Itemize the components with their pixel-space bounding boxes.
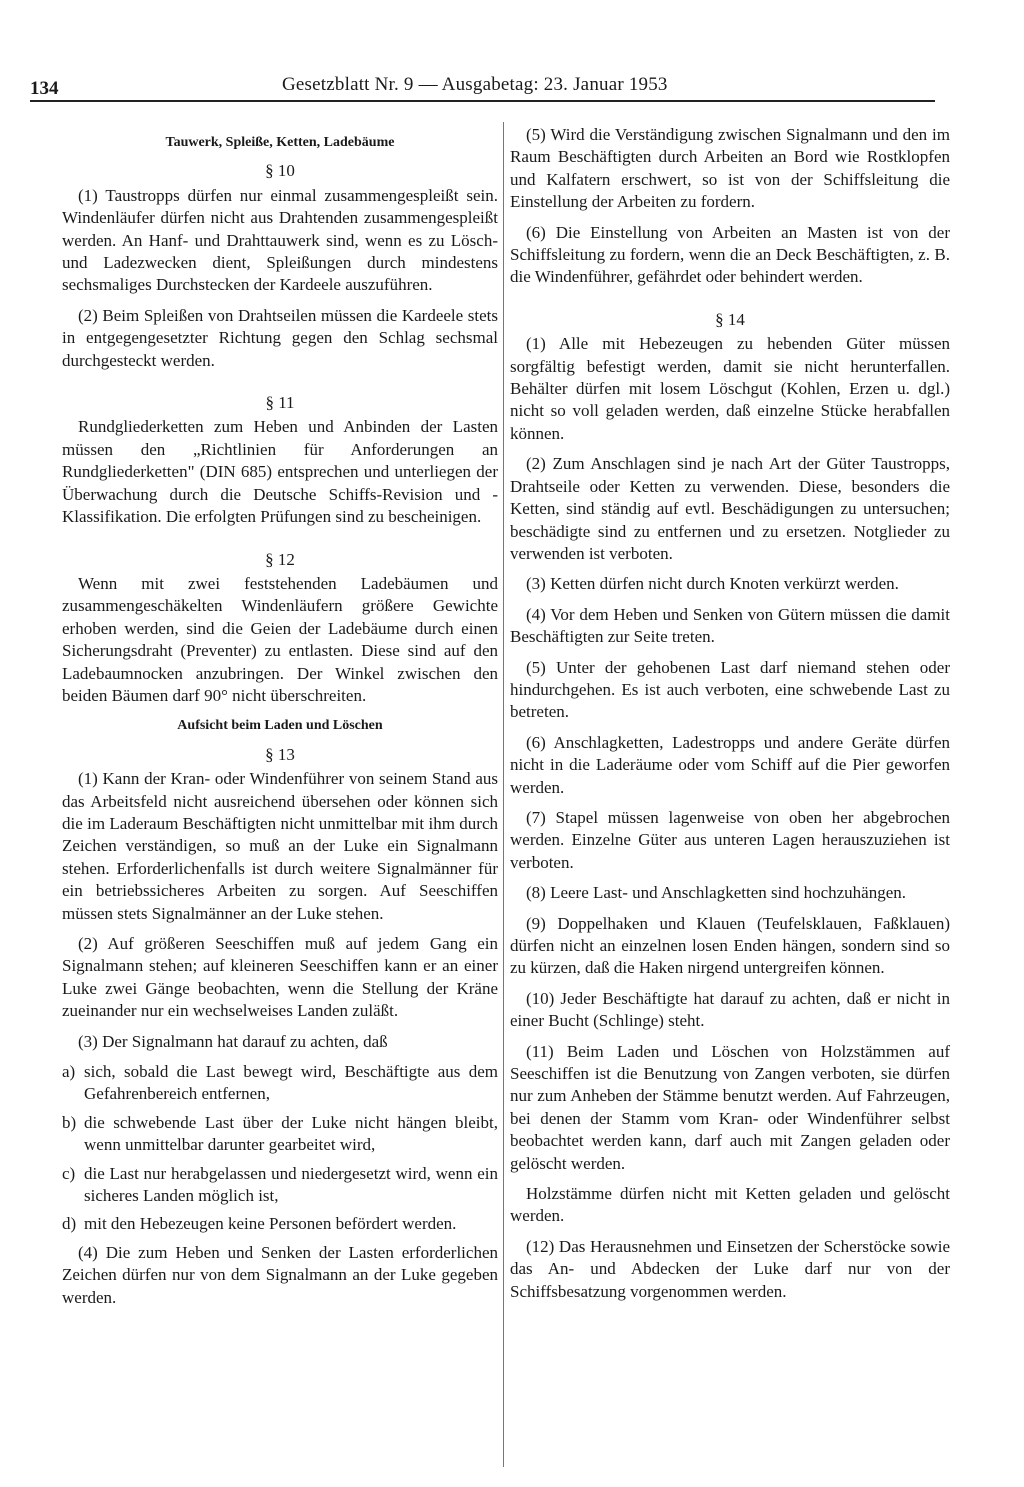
paragraph: Holzstämme dürfen nicht mit Ketten geladen und gelöscht werden.	[510, 1184, 950, 1226]
page-number: 134	[30, 78, 59, 99]
list-item-text: die schwebende Last über der Luke nicht hängen bleibt, wenn unmittelbar darunter gearbeitet wird,	[84, 1112, 498, 1155]
list-item	[62, 1163, 498, 1208]
paragraph: (1) Kann der Kran- oder Windenführer von seinem Stand aus das Arbeitsfeld nicht ausreichend übersehen oder können sich die im Laderaum Beschäftigten nicht unmittelbar mit ihm durch Zeichen verständigen, so muß an der Luke ein Signalmann stehen. Erforderlichenfalls ist durch weitere Signalmänner für ein betriebssicheres Arbeiten zu sorgen. Auf Seeschiffen müssen stets Signalmänner an der Luke stehen.	[62, 769, 498, 923]
paragraph: (10) Jeder Beschäftigte hat darauf zu achten, daß er nicht in einer Bucht (Schlinge) steht.	[510, 988, 950, 1031]
list-item-label: c)	[62, 1163, 76, 1183]
paragraph-number: § 13	[265, 744, 295, 764]
column-divider	[503, 122, 504, 1467]
paragraph: (2) Auf größeren Seeschiffen muß auf jedem Gang ein Signalmann stehen; auf kleineren Seeschiffen kann er an einer Luke zwei Gänge beobachten, wenn die Stellung der Kräne zueinander nur ein wechselweises Landen zuläßt.	[62, 934, 498, 1021]
paragraph: (1) Taustropps dürfen nur einmal zusammengespleißt sein. Windenläufer dürfen nicht aus Drahtenden zusammengespleißt werden. An Hanf- und Drahttauwerk sind, wenn es zu Lösch- und Ladezwecken dient, Spleißungen durch mindestens sechsmaliges Durchstecken der Kardeele auszuführen.	[62, 185, 498, 295]
list-item	[62, 1112, 498, 1157]
paragraph: Wenn mit zwei feststehenden Ladebäumen und zusammengeschäkelten Windenläufern größere Gewichte erhoben werden, sind die Geien der Ladebäume durch einen Sicherungsdraht (Preventer) zu entlasten. Diese sind auf den Ladebaumnocken anzubringen. Der Winkel zwischen den beiden Bäumen darf 90° nicht überschreiten.	[62, 573, 498, 705]
running-title: Gesetzblatt Nr. 9 — Ausgabetag: 23. Januar 1953	[282, 74, 668, 95]
list-item	[62, 1061, 498, 1106]
list-item-label: b)	[62, 1112, 77, 1132]
paragraph-number: § 11	[265, 393, 295, 413]
paragraph: (6) Die Einstellung von Arbeiten an Masten ist von der Schiffsleitung zu fordern, wenn die an Deck Beschäftigten, z. B. die Windenführer, gefährdet oder behindert werden.	[510, 222, 950, 287]
paragraph: (2) Beim Spleißen von Drahtseilen müssen die Kardeele stets in entgegengesetzter Richtung gegen den Schlag sechsmal durchgesteckt werden.	[62, 305, 498, 370]
paragraph: (7) Stapel müssen lagenweise von oben her abgebrochen werden. Einzelne Güter aus unteren Lagen herauszuziehen ist verboten.	[510, 807, 950, 872]
paragraph-number: § 12	[265, 549, 295, 569]
paragraph: (4) Vor dem Heben und Senken von Gütern müssen die damit Beschäftigten zur Seite treten.	[510, 604, 950, 647]
right-column	[510, 124, 950, 1311]
paragraph: (6) Anschlagketten, Ladestropps und andere Geräte dürfen nicht in die Laderäume oder vom Schiff auf die Pier geworfen werden.	[510, 732, 950, 797]
paragraph: (8) Leere Last- und Anschlagketten sind hochzuhängen.	[526, 883, 907, 903]
list-item-label: d)	[62, 1214, 77, 1234]
paragraph: (5) Unter der gehobenen Last darf niemand stehen oder hindurchgehen. Es ist auch verboten, eine schwebende Last zu betreten.	[510, 657, 950, 722]
list-item-text: sich, sobald die Last bewegt wird, Beschäftigte aus dem Gefahrenbereich entfernen,	[84, 1062, 498, 1104]
paragraph: (3) Der Signalmann hat darauf zu achten, daß	[78, 1031, 388, 1051]
section-heading: Aufsicht beim Laden und Löschen	[177, 718, 383, 734]
list-item-label: a)	[62, 1062, 76, 1082]
list-item	[62, 1213, 498, 1235]
list-item-text: mit den Hebezeugen keine Personen befördert werden.	[84, 1214, 457, 1234]
paragraph-number: § 10	[265, 161, 295, 181]
page-header	[30, 72, 935, 102]
paragraph: (12) Das Herausnehmen und Einsetzen der Scherstöcke sowie das An- und Abdecken der Luke darf nur von der Schiffsbesatzung vorgenommen werden.	[510, 1236, 950, 1301]
paragraph: (1) Alle mit Hebezeugen zu hebenden Güter müssen sorgfältig befestigt werden, damit sie nicht herunterfallen. Behälter dürfen mit losem Löschgut (Kohlen, Erzen u. dgl.) nicht so voll geladen werden, daß einzelne Stücke herabfallen können.	[510, 334, 950, 443]
paragraph-number: § 14	[715, 309, 745, 329]
list-item-text: die Last nur herabgelassen und niedergesetzt wird, wenn ein sicheres Landen möglich ist,	[84, 1163, 498, 1206]
paragraph: (5) Wird die Verständigung zwischen Signalmann und den im Raum Beschäftigten durch Arbeiten an Bord wie Rostklopfen und Kalfatern erschwert, so ist von der Schiffsleitung die Einstellung der Arbeiten zu fordern.	[510, 125, 950, 212]
left-column	[62, 124, 498, 1317]
paragraph: (2) Zum Anschlagen sind je nach Art der Güter Taustropps, Drahtseile oder Ketten zu verwenden. Diese, besonders die Ketten, sind ständig auf evtl. Beschädigungen zu untersuchen; beschädigte sind zu entfernen und zu ersetzen. Notglieder zu verwenden ist verboten.	[510, 454, 950, 563]
paragraph: (9) Doppelhaken und Klauen (Teufelsklauen, Faßklauen) dürfen nicht an einzelnen losen Enden hängen, sondern sind so zu kürzen, daß die Haken nirgend untergreifen können.	[510, 913, 950, 978]
section-heading: Tauwerk, Spleiße, Ketten, Ladebäume	[165, 135, 395, 150]
paragraph: (11) Beim Laden und Löschen von Holzstämmen auf Seeschiffen ist die Benutzung von Zangen verboten, sie dürfen nur zum Anheben der Stämme benutzt werden. Auf Fahrzeugen, bei denen der Stamm vom Kran- oder Windenführer selbst beobachtet werden kann, darf auch mit Zangen geladen oder gelöscht werden.	[510, 1041, 950, 1173]
paragraph: Rundgliederketten zum Heben und Anbinden der Lasten müssen den „Richtlinien für Anforderungen an Rundgliederketten" (DIN 685) entsprechen und unterliegen der Überwachung durch die Deutsche Schiffs-Revision und -Klassifikation. Die erfolgten Prüfungen sind zu bescheinigen.	[62, 417, 498, 527]
paragraph: (4) Die zum Heben und Senken der Lasten erforderlichen Zeichen dürfen nur von dem Signalmann an der Luke gegeben werden.	[62, 1242, 498, 1307]
paragraph: (3) Ketten dürfen nicht durch Knoten verkürzt werden.	[526, 574, 899, 594]
